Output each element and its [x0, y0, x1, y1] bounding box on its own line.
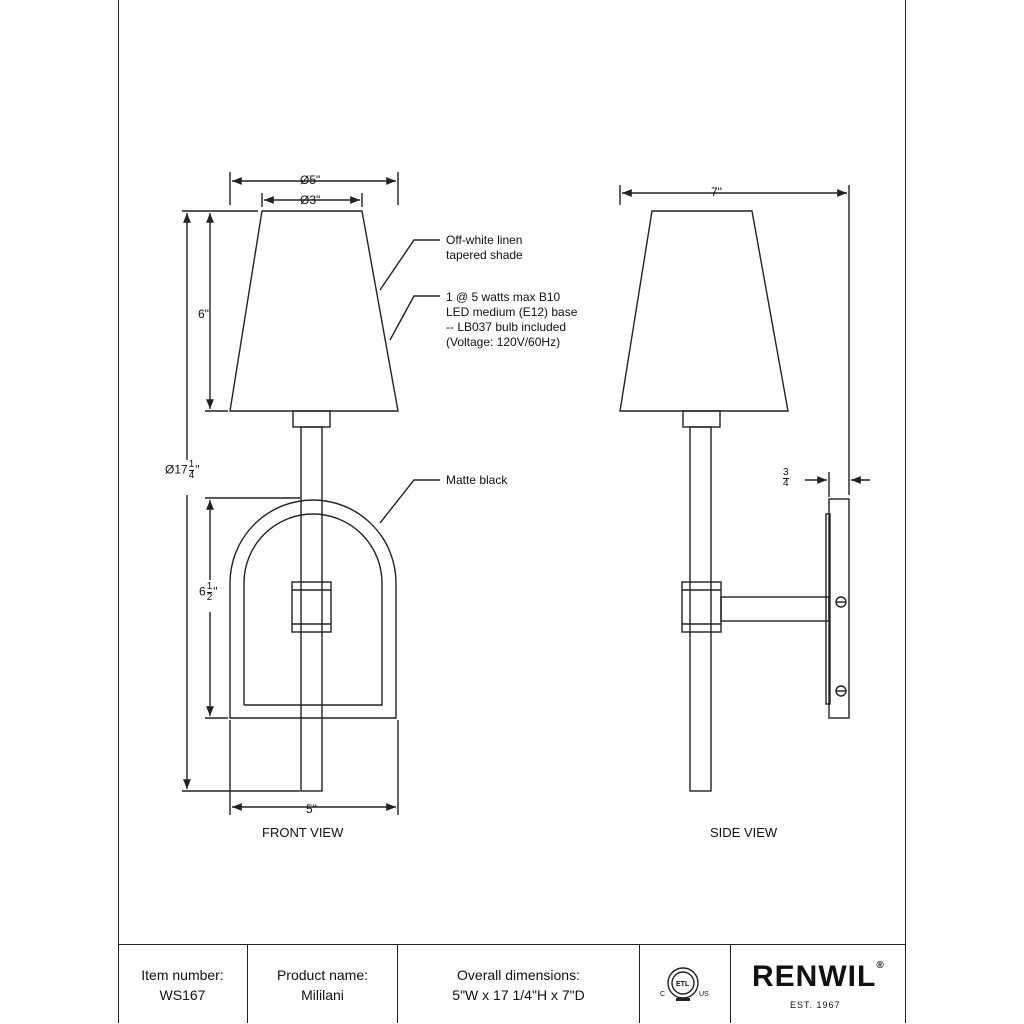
- side-view-label: SIDE VIEW: [710, 825, 778, 840]
- side-stem: [690, 427, 711, 791]
- finish-callout: Matte black: [446, 473, 508, 487]
- bulb-callout: 1 @ 5 watts max B10 LED medium (E12) base -- LB037 bulb included (Voltage: 120V/60Hz): [446, 290, 578, 349]
- cert-right: US: [699, 991, 709, 998]
- front-arch-frame: [230, 500, 396, 718]
- overall-dimensions-value: 5"W x 17 1/4"H x 7"D: [452, 987, 585, 1003]
- front-shade: [230, 211, 398, 411]
- front-socket: [293, 411, 330, 427]
- side-shade: [620, 211, 788, 411]
- overall-dimensions-cell: [398, 944, 640, 1023]
- front-view-label: FRONT VIEW: [262, 825, 344, 840]
- product-name-value: Mililani: [301, 987, 344, 1003]
- item-number-cell: [118, 944, 248, 1023]
- product-name-cell: [248, 944, 398, 1023]
- item-number-label: Item number:: [141, 967, 224, 983]
- brand-logo: RENWIL®: [752, 960, 885, 993]
- dim-plate-thickness: $\frac{3}{4}$: [783, 467, 789, 489]
- dim-depth: 7": [711, 185, 722, 199]
- overall-dimensions-label: Overall dimensions:: [457, 967, 580, 983]
- dim-base-width: 5": [306, 802, 317, 816]
- side-socket: [683, 411, 720, 427]
- side-arm: [721, 597, 829, 621]
- front-view: [182, 172, 440, 815]
- dim-outer-diameter: Ø5": [300, 173, 321, 187]
- shade-callout: Off-white linen tapered shade: [446, 233, 523, 262]
- brand-established: EST. 1967: [790, 1000, 841, 1010]
- dim-backplate-height: 6 $\frac{1}{2}$ ": [199, 581, 218, 603]
- side-backplate: [829, 499, 849, 718]
- cert-mark: ETL: [676, 981, 690, 988]
- dim-overall-height: Ø17 $\frac{1}{4}$ ": [165, 459, 200, 481]
- side-view: [620, 185, 870, 791]
- dim-inner-diameter: Ø3": [300, 193, 321, 207]
- cert-left: C: [660, 991, 666, 998]
- front-stem: [301, 427, 322, 791]
- item-number-value: WS167: [159, 987, 206, 1003]
- dim-shade-height: 6": [198, 307, 209, 321]
- product-name-label: Product name:: [276, 967, 369, 983]
